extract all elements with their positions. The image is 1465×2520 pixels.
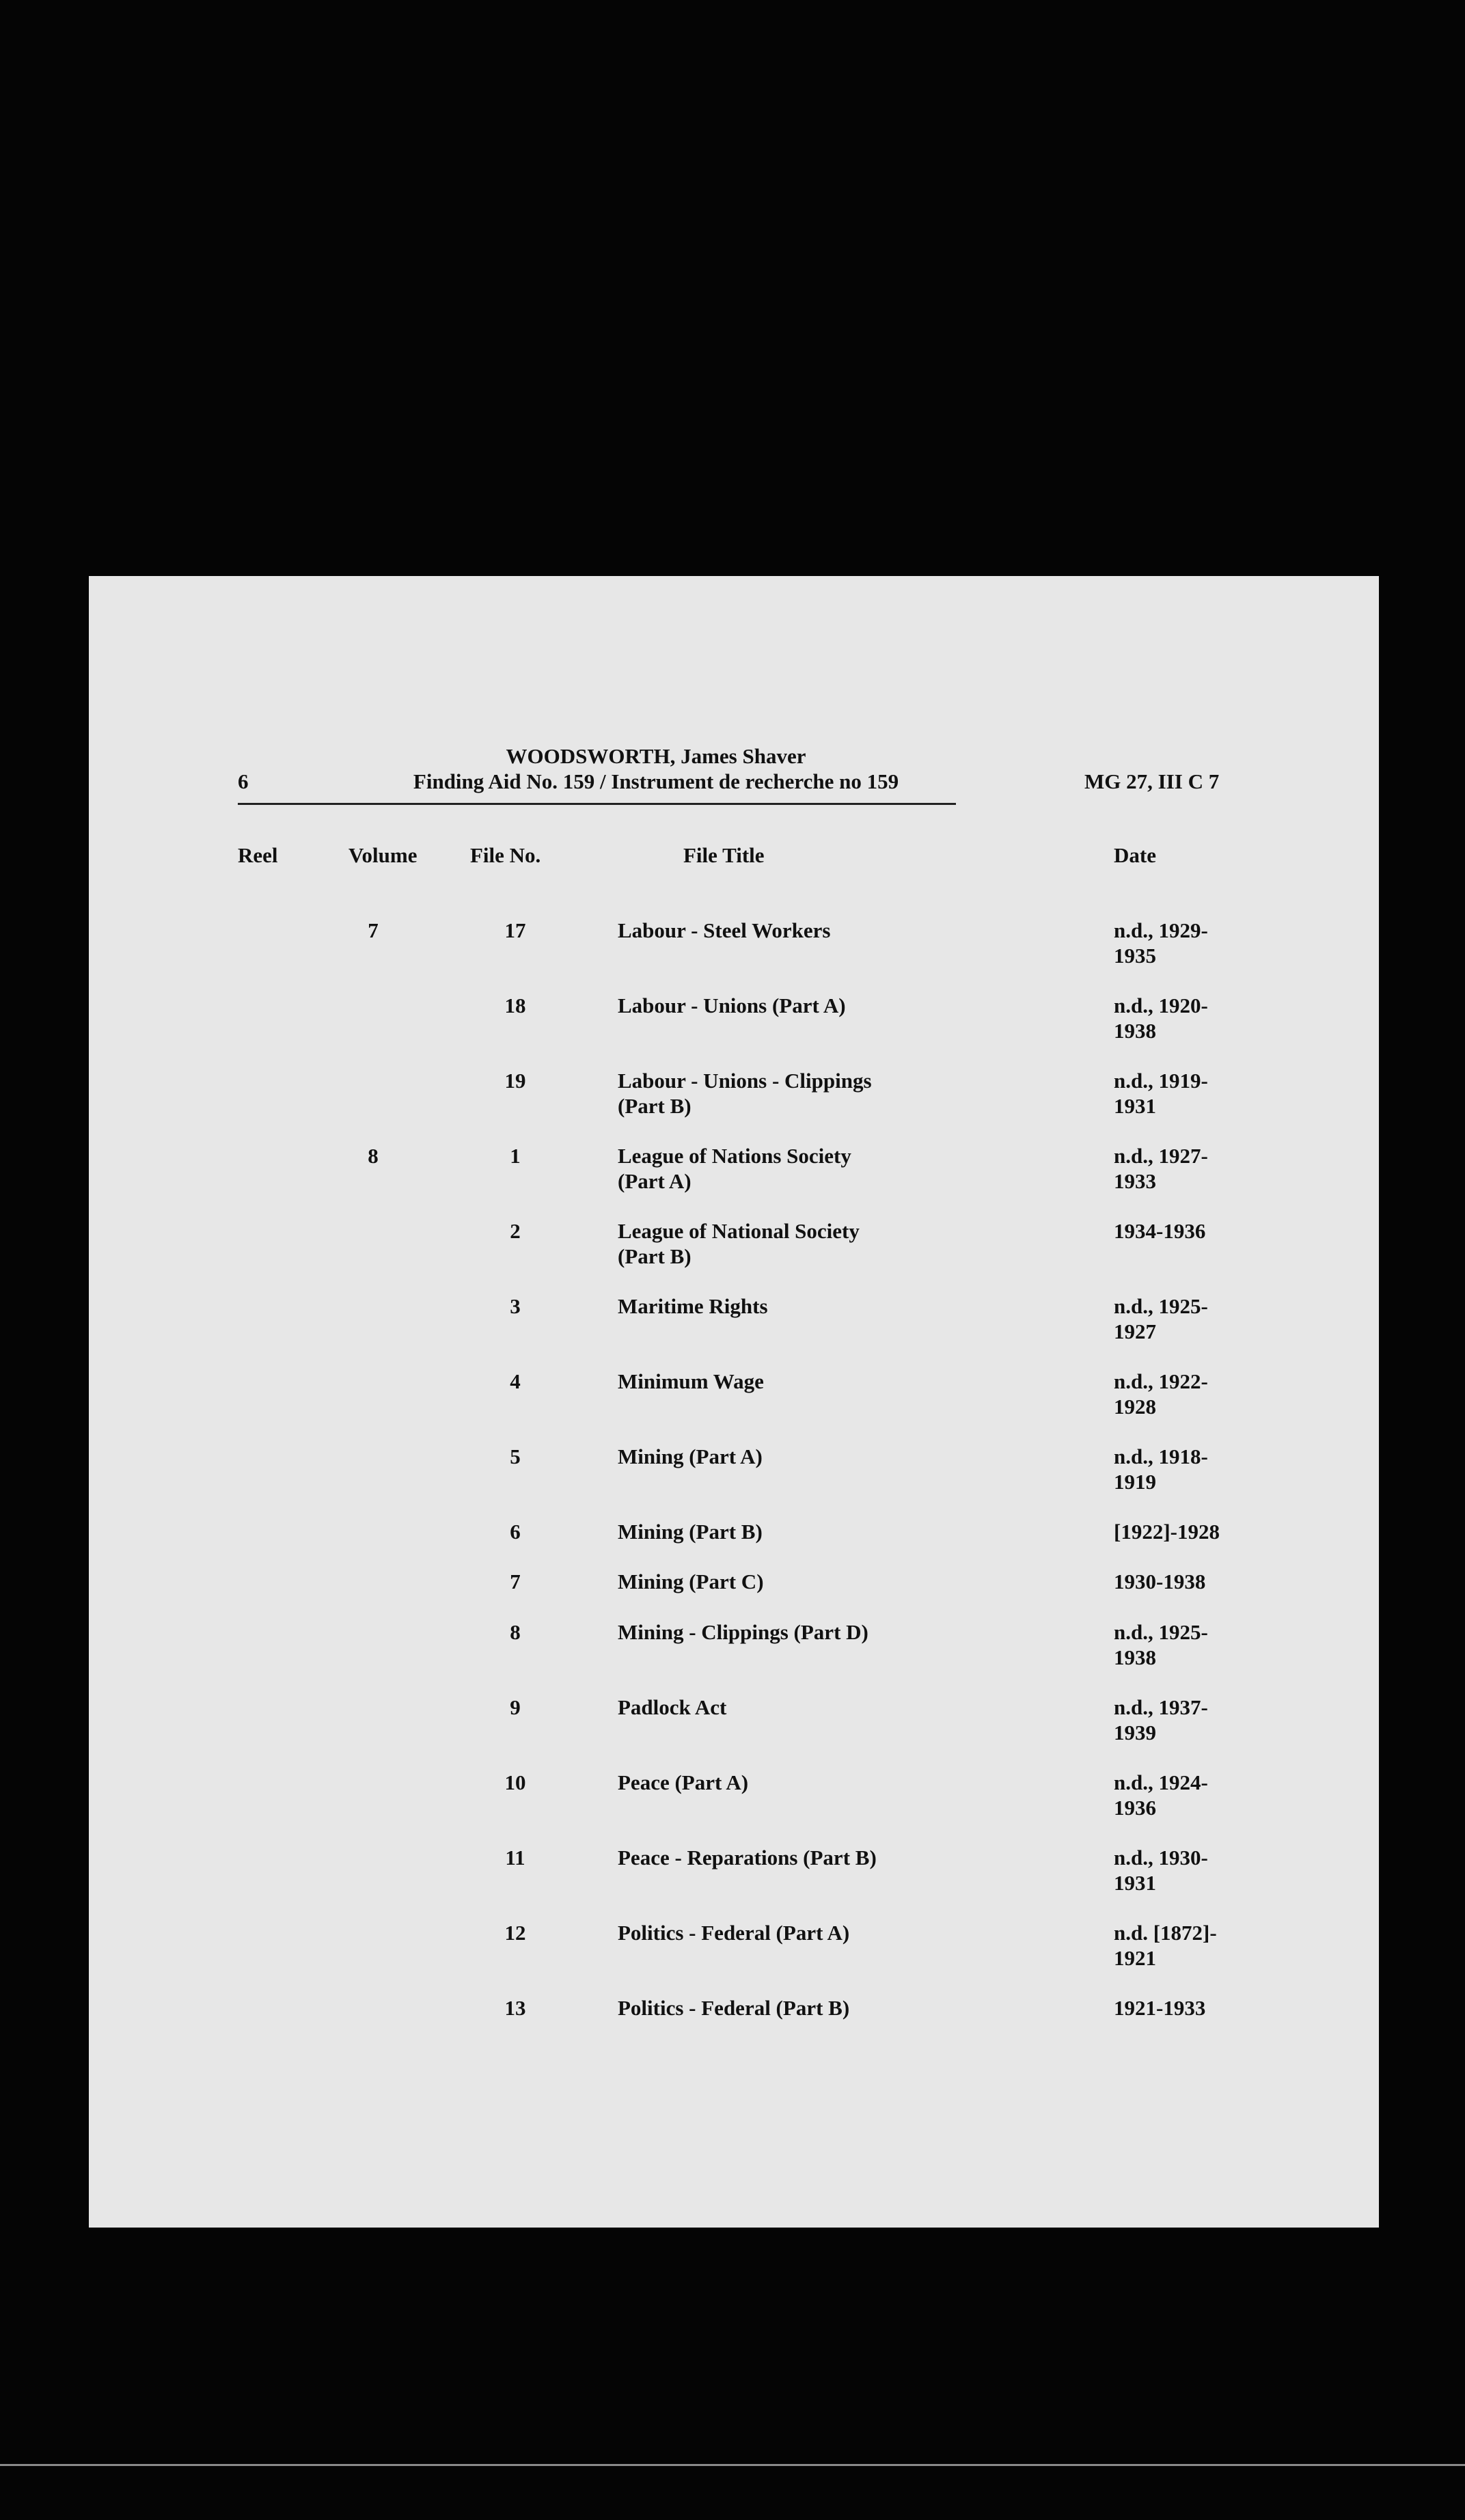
file-title-cell: Politics - Federal (Part B) [618,1996,850,2020]
column-header-file-title: File Title [683,843,765,867]
file-no-cell: 12 [504,1921,526,1945]
column-header-date: Date [1114,843,1156,867]
file-no-cell: 6 [510,1520,521,1544]
file-no-cell: 13 [504,1996,526,2020]
file-no-cell: 5 [510,1444,521,1468]
finding-aid-heading: Finding Aid No. 159 / Instrument de recherche no 159 [413,769,899,793]
file-no-cell: 2 [510,1219,521,1243]
date-cell: n.d. [1872]- 1921 [1114,1921,1217,1970]
page-number: 6 [238,769,249,793]
file-no-cell: 7 [510,1570,521,1593]
date-cell: n.d., 1925- 1938 [1114,1620,1208,1669]
file-no-cell: 1 [510,1144,521,1168]
author-heading: WOODSWORTH, James Shaver [506,744,806,768]
file-no-cell: 18 [504,994,526,1017]
document-page [89,576,1379,2228]
file-title-cell: Padlock Act [618,1695,727,1719]
volume-cell: 8 [368,1144,379,1168]
column-header-file-no: File No. [470,843,541,867]
date-cell: n.d., 1924- 1936 [1114,1770,1208,1820]
header-rule [238,803,956,805]
column-header-reel: Reel [238,843,278,867]
column-header-volume: Volume [348,843,417,867]
file-no-cell: 8 [510,1620,521,1644]
file-title-cell: Labour - Unions - Clippings (Part B) [618,1069,872,1118]
file-title-cell: Mining (Part B) [618,1520,763,1544]
file-title-cell: Minimum Wage [618,1369,764,1393]
date-cell: 1921-1933 [1114,1996,1206,2020]
file-no-cell: 17 [504,918,526,942]
file-title-cell: Mining (Part A) [618,1444,763,1468]
date-cell: 1934-1936 [1114,1219,1206,1243]
file-title-cell: League of National Society (Part B) [618,1219,860,1268]
file-title-cell: Labour - Unions (Part A) [618,994,846,1017]
date-cell: n.d., 1918- 1919 [1114,1444,1208,1494]
file-title-cell: Peace - Reparations (Part B) [618,1846,877,1870]
file-title-cell: Mining - Clippings (Part D) [618,1620,868,1644]
date-cell: n.d., 1937- 1939 [1114,1695,1208,1744]
file-title-cell: Mining (Part C) [618,1570,764,1593]
date-cell: 1930-1938 [1114,1570,1206,1593]
file-title-cell: League of Nations Society (Part A) [618,1144,851,1193]
date-cell: n.d., 1922- 1928 [1114,1369,1208,1419]
file-title-cell: Labour - Steel Workers [618,918,831,942]
date-cell: [1922]-1928 [1114,1520,1220,1544]
date-cell: n.d., 1920- 1938 [1114,994,1208,1043]
volume-cell: 7 [368,918,379,942]
date-cell: n.d., 1929- 1935 [1114,918,1208,968]
file-title-cell: Maritime Rights [618,1294,768,1318]
date-cell: n.d., 1919- 1931 [1114,1069,1208,1118]
file-title-cell: Peace (Part A) [618,1770,749,1794]
file-no-cell: 9 [510,1695,521,1719]
file-no-cell: 19 [504,1069,526,1093]
file-no-cell: 10 [504,1770,526,1794]
reference-code: MG 27, III C 7 [1084,769,1220,793]
date-cell: n.d., 1925- 1927 [1114,1294,1208,1343]
date-cell: n.d., 1930- 1931 [1114,1846,1208,1895]
file-no-cell: 3 [510,1294,521,1318]
file-no-cell: 11 [505,1846,525,1870]
date-cell: n.d., 1927- 1933 [1114,1144,1208,1193]
file-title-cell: Politics - Federal (Part A) [618,1921,850,1945]
scanner-edge-line [0,2464,1465,2466]
file-no-cell: 4 [510,1369,521,1393]
